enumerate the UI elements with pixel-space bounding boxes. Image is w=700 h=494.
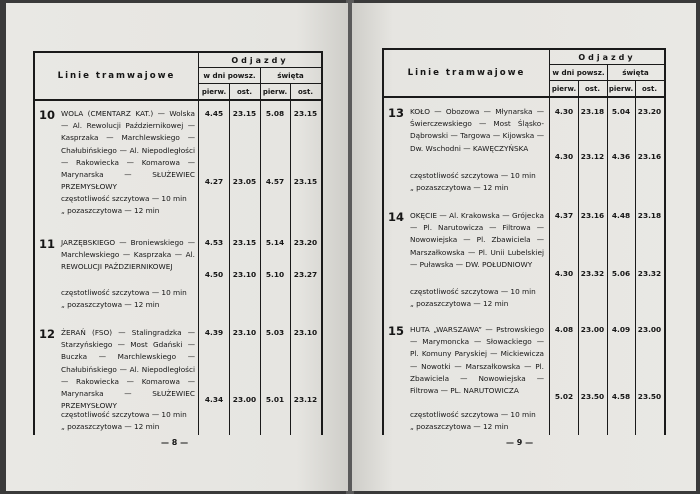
column-divider — [260, 68, 261, 435]
route-description: OKĘCIE — Al. Krakowska — Grójecka — Pl. Narutowicza — Filtrowa — Nowowiejska — Pl. Zbawiciela — Marszałkowska — Pl. Unii Lubelskiej — Puławska — DW. POŁUDNIOWY — [410, 211, 544, 269]
frequency-peak: częstotliwość szczytowa — 10 min — [410, 287, 536, 296]
frequency-peak: częstotliwość szczytowa — 10 min — [410, 171, 536, 180]
column-header-holiday: święta — [260, 68, 321, 84]
time-holiday-first: 4.48 — [611, 211, 631, 220]
column-header-last: ost. — [635, 81, 664, 98]
route-number: 14 — [388, 210, 405, 224]
route-description: ŻERAŃ (FSO) — Stalingradzka — Starzyńskiego — Most Gdański — Buczka — Marchlewskiego — Chałubińskiego — Al. Niepodległości — Rakowiecka — Komarowa — Marynarska — SŁUŻEWIEC PRZEMYSŁOWY — [61, 328, 195, 411]
column-header-first: pierw. — [199, 84, 229, 101]
frequency-offpeak: „ pozaszczytowa — 12 min — [410, 183, 509, 192]
route-description: KOŁO — Obozowa — Młynarska — Świerczewskiego — Most Śląsko-Dąbrowski — Targowa — Kijowska — Dw. Wschodni — KAWĘCZYŃSKA — [410, 107, 544, 153]
frequency-offpeak: „ pozaszczytowa — 12 min — [61, 206, 160, 215]
column-header-weekday: w dni powsz. — [550, 65, 607, 81]
time-weekday-last: 23.15 — [232, 109, 257, 118]
column-header-odjazdy: Odjazdy — [199, 53, 321, 68]
time-weekday-last: 23.00 — [580, 325, 605, 334]
page-left — [6, 3, 348, 491]
time-weekday-last: 23.18 — [580, 107, 605, 116]
frequency-offpeak: „ pozaszczytowa — 12 min — [410, 422, 509, 431]
time-holiday-last: 23.32 — [637, 269, 662, 278]
frequency-peak: częstotliwość szczytowa — 10 min — [61, 194, 187, 203]
time-holiday-first: 5.08 — [265, 109, 285, 118]
time-holiday-first: 5.01 — [265, 395, 285, 404]
time-weekday-last: 23.10 — [232, 328, 257, 337]
time-weekday-first: 4.45 — [204, 109, 224, 118]
column-divider — [578, 81, 579, 435]
column-divider — [607, 65, 608, 435]
time-holiday-first: 4.58 — [611, 392, 631, 401]
time-weekday-last: 23.16 — [580, 211, 605, 220]
time-weekday-first: 4.30 — [554, 107, 574, 116]
frequency-offpeak: „ pozaszczytowa — 12 min — [410, 299, 509, 308]
time-holiday-first: 4.57 — [265, 177, 285, 186]
column-header-lines: Linie tramwajowe — [384, 50, 550, 98]
time-weekday-first: 4.08 — [554, 325, 574, 334]
time-weekday-first: 4.30 — [554, 152, 574, 161]
route-description: HUTA „WARSZAWA” — Pstrowskiego — Marymoncka — Słowackiego — Pl. Komuny Paryskiej — Mickiewicza — Nowotki — Marszałkowska — Pl. Zbawiciela — Nowowiejska — Filtrowa — PL. NARUTOWICZA — [410, 325, 544, 396]
time-weekday-first: 4.34 — [204, 395, 224, 404]
frequency-offpeak: „ pozaszczytowa — 12 min — [61, 422, 160, 431]
time-holiday-first: 5.14 — [265, 238, 285, 247]
time-weekday-first: 4.50 — [204, 270, 224, 279]
column-header-first: pierw. — [607, 81, 635, 98]
time-holiday-last: 23.27 — [293, 270, 318, 279]
time-weekday-last: 23.50 — [580, 392, 605, 401]
column-divider — [290, 84, 291, 435]
route-description: WOLA (CMENTARZ KAT.) — Wolska — Al. Rewolucji Październikowej — Kasprzaka — Marchlewskiego — Chałubińskiego — Al. Niepodległości — Rakowiecka — Komarowa — Marynarska — SŁUŻEWIEC PRZEMYSŁOWY — [61, 109, 195, 192]
column-header-first: pierw. — [550, 81, 578, 98]
column-header-lines: Linie tramwajowe — [35, 53, 199, 101]
route-number: 11 — [39, 237, 56, 251]
time-holiday-last: 23.00 — [637, 325, 662, 334]
frequency-peak: częstotliwość szczytowa — 10 min — [61, 410, 187, 419]
time-holiday-last: 23.18 — [637, 211, 662, 220]
time-holiday-last: 23.16 — [637, 152, 662, 161]
time-weekday-first: 4.39 — [204, 328, 224, 337]
column-header-holiday: święta — [607, 65, 664, 81]
column-divider — [229, 84, 230, 435]
time-weekday-last: 23.10 — [232, 270, 257, 279]
time-holiday-last: 23.12 — [293, 395, 318, 404]
route-number: 10 — [39, 108, 56, 122]
route-number: 15 — [388, 324, 405, 338]
time-holiday-first: 4.09 — [611, 325, 631, 334]
page-number: — 8 — — [161, 438, 189, 447]
time-holiday-first: 5.10 — [265, 270, 285, 279]
time-holiday-last: 23.15 — [293, 177, 318, 186]
time-holiday-last: 23.50 — [637, 392, 662, 401]
column-header-last: ost. — [290, 84, 321, 101]
timetable-right — [382, 48, 666, 435]
time-weekday-last: 23.05 — [232, 177, 257, 186]
route-number: 12 — [39, 327, 56, 341]
column-header-odjazdy: Odjazdy — [550, 50, 664, 65]
time-weekday-last: 23.12 — [580, 152, 605, 161]
time-weekday-first: 4.53 — [204, 238, 224, 247]
time-holiday-last: 23.20 — [637, 107, 662, 116]
time-weekday-first: 4.27 — [204, 177, 224, 186]
time-weekday-last: 23.00 — [232, 395, 257, 404]
time-weekday-last: 23.32 — [580, 269, 605, 278]
frequency-peak: częstotliwość szczytowa — 10 min — [410, 410, 536, 419]
time-weekday-first: 4.37 — [554, 211, 574, 220]
page-right — [352, 3, 696, 491]
time-holiday-first: 5.03 — [265, 328, 285, 337]
route-description: JARZĘBSKIEGO — Broniewskiego — Marchlewskiego — Kasprzaka — Al. REWOLUCJI PAŹDZIERNIKOWEJ — [61, 238, 195, 272]
time-holiday-first: 5.04 — [611, 107, 631, 116]
time-holiday-first: 5.06 — [611, 269, 631, 278]
column-header-weekday: w dni powsz. — [199, 68, 260, 84]
time-holiday-first: 4.36 — [611, 152, 631, 161]
time-holiday-last: 23.20 — [293, 238, 318, 247]
frequency-peak: częstotliwość szczytowa — 10 min — [61, 288, 187, 297]
column-header-last: ost. — [578, 81, 607, 98]
frequency-offpeak: „ pozaszczytowa — 12 min — [61, 300, 160, 309]
time-weekday-last: 23.15 — [232, 238, 257, 247]
timetable-left — [33, 51, 323, 435]
time-holiday-last: 23.15 — [293, 109, 318, 118]
time-weekday-first: 4.30 — [554, 269, 574, 278]
time-weekday-first: 5.02 — [554, 392, 574, 401]
time-holiday-last: 23.10 — [293, 328, 318, 337]
route-number: 13 — [388, 106, 405, 120]
page-number: — 9 — — [506, 438, 534, 447]
column-header-first: pierw. — [260, 84, 290, 101]
column-divider — [635, 81, 636, 435]
column-header-last: ost. — [229, 84, 260, 101]
